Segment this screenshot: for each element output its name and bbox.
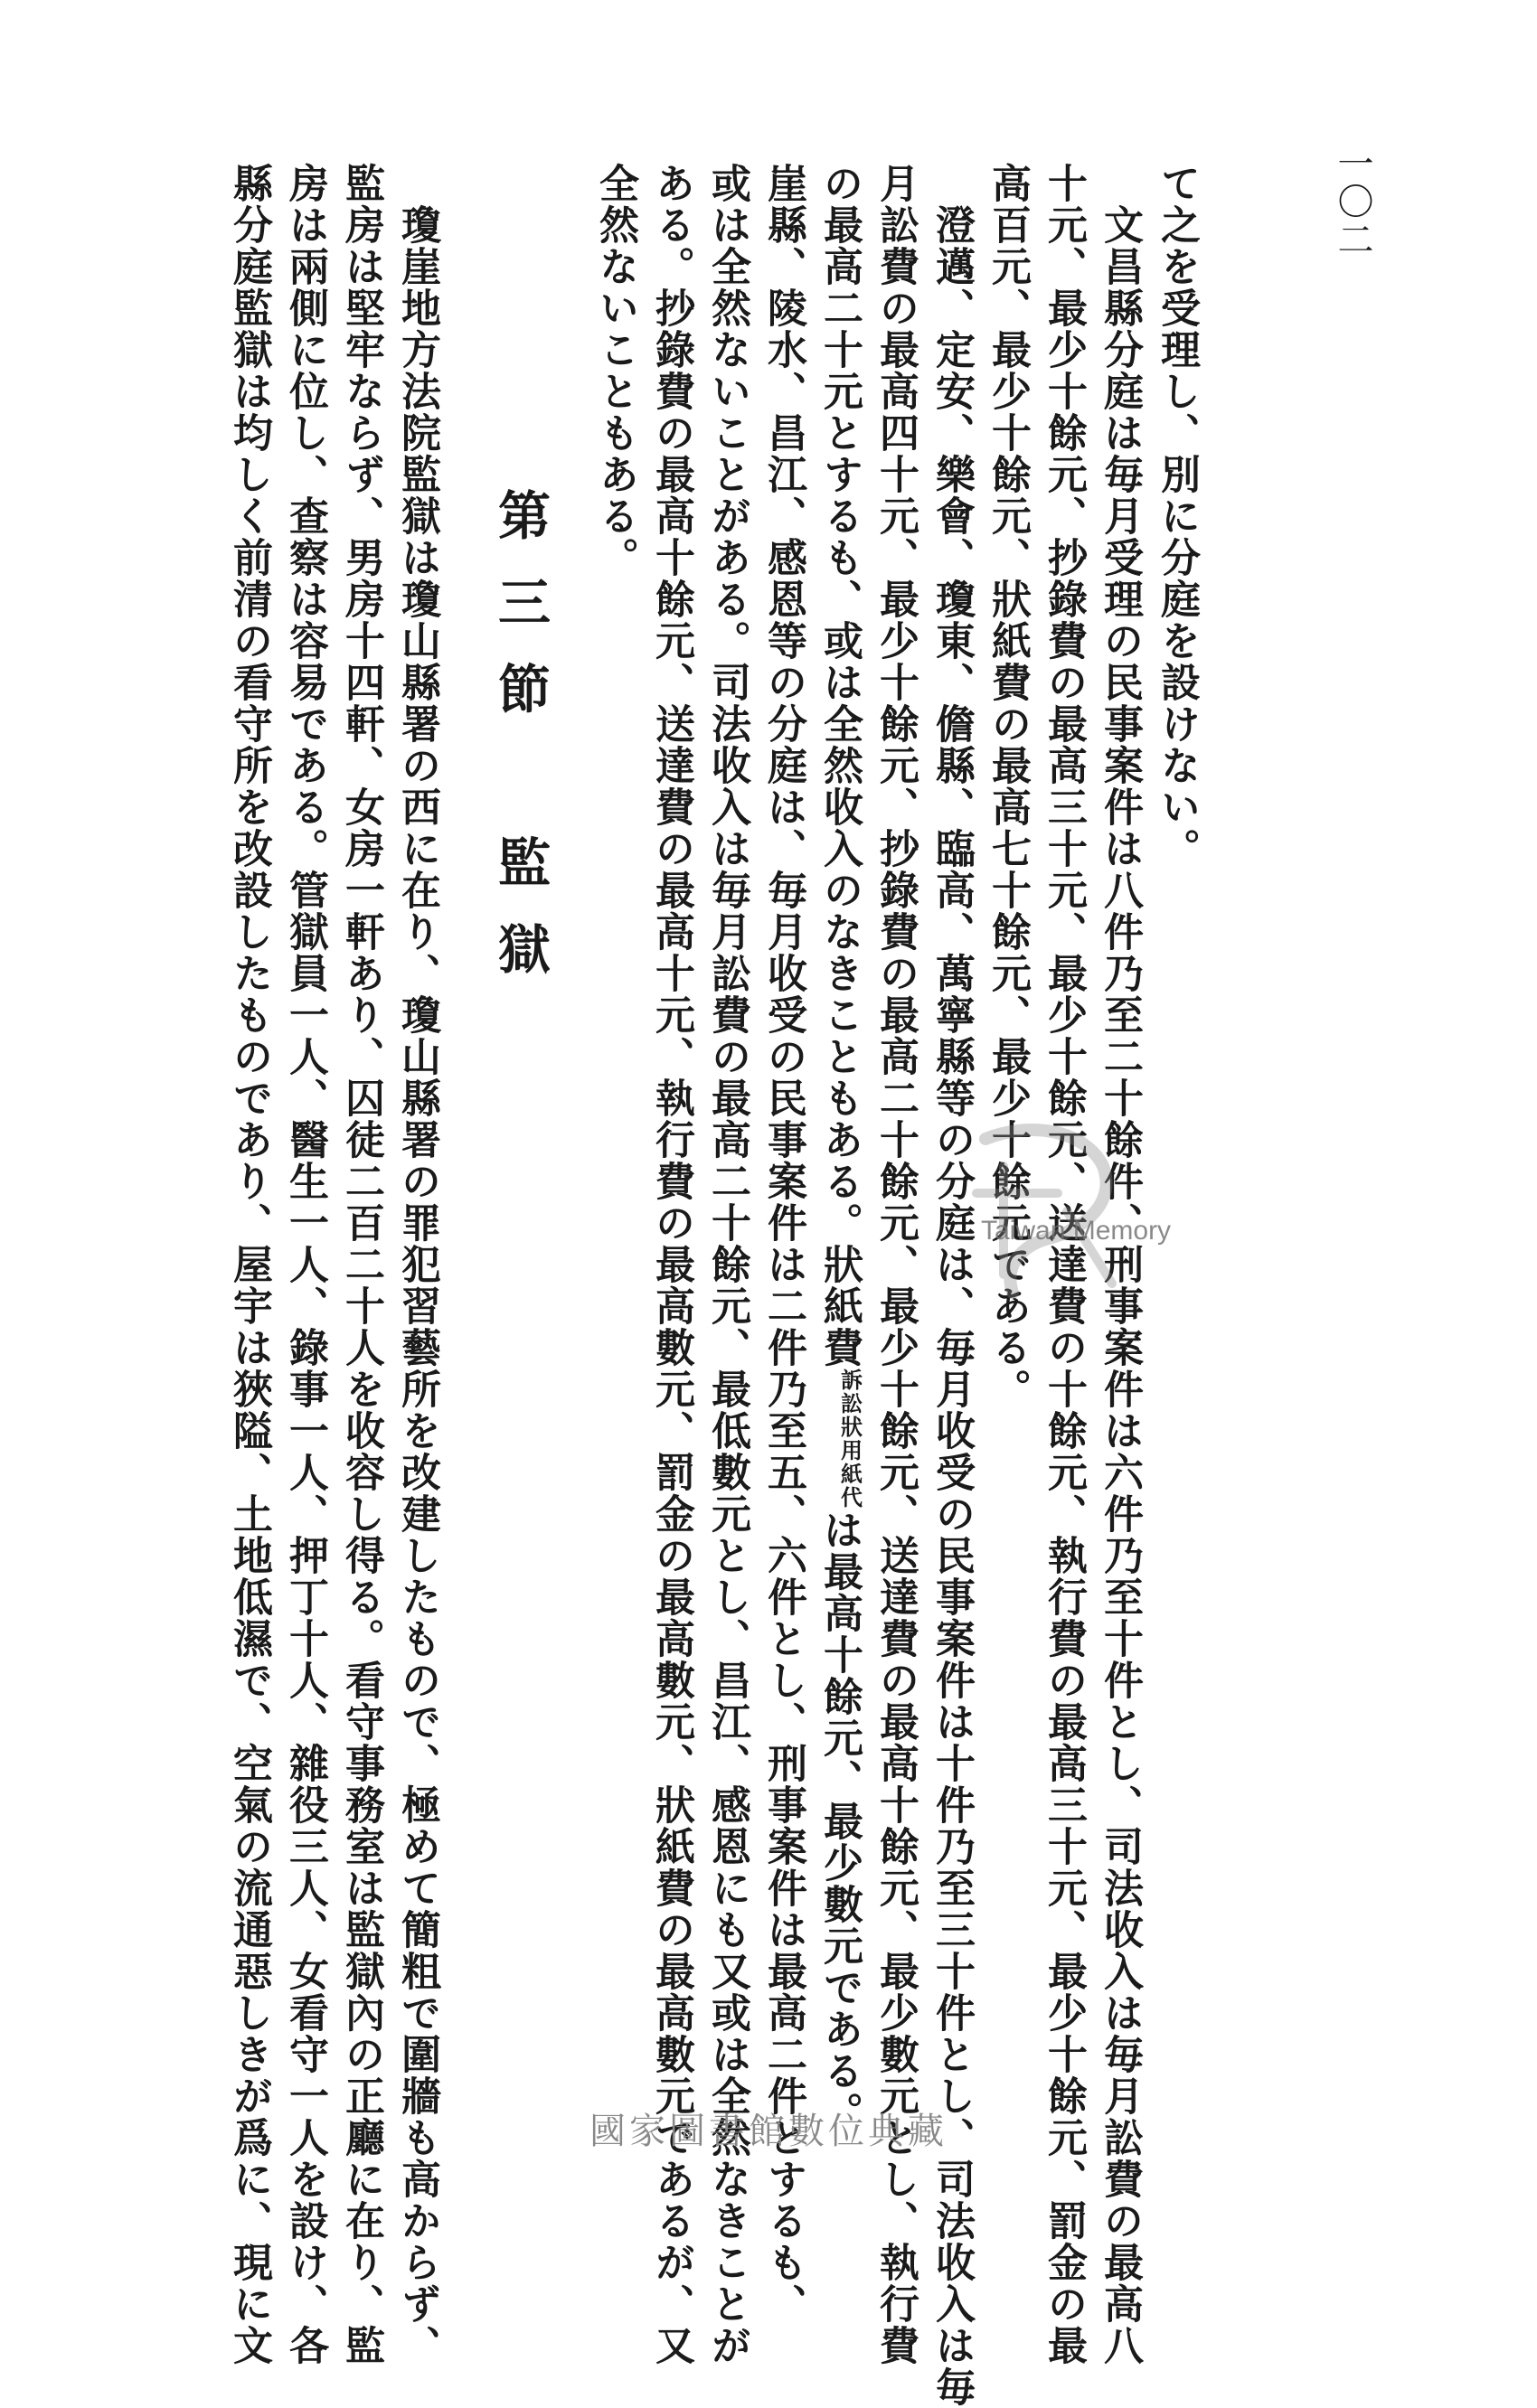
text-column-11: 全然ないこともある。 [592,163,638,578]
text-column-7 [811,163,867,2133]
text-column-1: て之を受理し、別に分庭を設けない。 [1154,163,1200,870]
text-column-7-body: の最高二十元とするも、或は全然收入のなきこともある。狀紙費 [816,163,863,1369]
text-column-13: 監房は堅牢ならず、男房十四軒、女房一軒あり、囚徒二百二十人を收容し得る。看守事務室は監獄內の正廳に在り、監 [338,163,384,2366]
inline-annotation: 訴訟狀用紙代 [836,1369,863,1510]
text-column-6: 月訟費の最高四十元、最少十餘元、抄錄費の最高二十餘元、最少十餘元、送達費の最高十餘元、最少數元とし、執行費 [872,163,919,2366]
footer-label: 國家圖書館數位典藏 [589,2111,948,2152]
text-column-3: 十元、最少十餘元、抄錄費の最高三十元、最少十餘元、送達費の十餘元、執行費の最高三十元、最少十餘元、罰金の最 [1041,163,1087,2366]
text-column-8: 崖縣、陵水、昌江、感恩等の分庭は、毎月收受の民事案件は二件乃至五、六件とし、刑事案件は最高二件とするも、 [760,163,806,2325]
text-column-15: 縣分庭監獄は均しく前清の看守所を改設したものであり、屋宇は狹隘、土地低濕で、空氣の流通惡しきが爲に、現に文 [226,163,272,2366]
watermark-logo-icon [949,1112,1130,1311]
watermark-text: Taiwan Memory [981,1216,1172,1246]
text-column-4: 高百元、最少十餘元、狀紙費の最高七十餘元、最少十餘元である。 [985,163,1031,1410]
text-column-5: 澄邁、定安、樂會、瓊東、儋縣、臨高、萬寧縣等の分庭は、毎月收受の民事案件は十件乃至三十件とし、司法收入は毎 [929,163,975,2408]
text-column-14: 房は兩側に位し、查察は容易である。管獄員一人、醫生一人、錄事一人、押丁十人、雜役三人、女看守一人を設け、各 [282,163,328,2366]
text-column-2: 文昌縣分庭は毎月受理の民事案件は八件乃至二十餘件、刑事案件は六件乃至十件とし、司法收入は毎月訟費の最高八 [1097,163,1143,2366]
text-column-10: ある。抄錄費の最高十餘元、送達費の最高十元、執行費の最高數元、罰金の最高數元、狀紙費の最高數元であるが、又 [648,163,694,2366]
text-column-7-tail: は最高十餘元、最少數元である。 [816,1510,863,2133]
text-column-12: 瓊崖地方法院監獄は瓊山縣署の西に在り、瓊山縣署の罪犯習藝所を改建したもので、極めて簡粗で圍牆も高からず、 [394,163,440,2366]
page-number: 一〇二 [1332,145,1373,259]
text-column-9: 或は全然ないことがある。司法收入は毎月訟費の最高二十餘元、最低數元とし、昌江、感恩にも又或は全然なきことが [704,163,750,2366]
section-heading: 第三節 監獄 [489,488,551,1009]
